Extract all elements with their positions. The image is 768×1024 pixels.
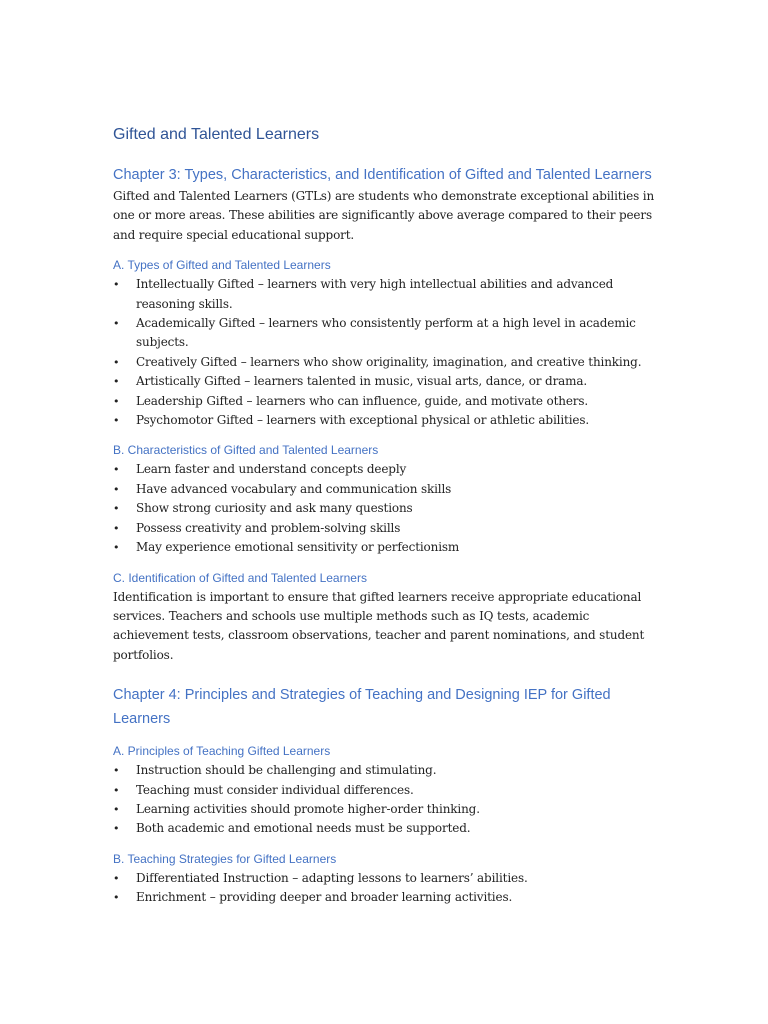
document-page bbox=[113, 124, 658, 908]
chapter-4-section-a-heading: A. Principles of Teaching Gifted Learners bbox=[113, 744, 331, 759]
characteristics-list bbox=[113, 460, 658, 557]
bullet-icon: • bbox=[113, 871, 120, 885]
bullet-icon: • bbox=[113, 822, 120, 836]
bullet-icon: • bbox=[113, 764, 120, 778]
list-item: • Enrichment – providing deeper and broader learning activities. bbox=[113, 888, 658, 907]
bullet-icon: • bbox=[113, 521, 120, 535]
bullet-icon: • bbox=[113, 802, 120, 816]
list-item: • Teaching must consider individual differences. bbox=[113, 781, 658, 800]
chapter-3-heading: Chapter 3: Types, Characteristics, and Identification of Gifted and Talented Learners bbox=[113, 167, 652, 183]
bullet-icon: • bbox=[113, 541, 120, 555]
types-list bbox=[113, 275, 658, 430]
list-item: • Academically Gifted – learners who consistently perform at a high level in academic subjects. bbox=[113, 316, 636, 350]
list-item: • Differentiated Instruction – adapting lessons to learners’ abilities. bbox=[113, 869, 658, 888]
list-item: • Instruction should be challenging and stimulating. bbox=[113, 761, 658, 780]
chapter-3-section-b-heading: B. Characteristics of Gifted and Talented Learners bbox=[113, 443, 379, 458]
document-title: Gifted and Talented Learners bbox=[113, 126, 320, 143]
list-item: • May experience emotional sensitivity or perfectionism bbox=[113, 538, 658, 557]
bullet-icon: • bbox=[113, 891, 120, 905]
list-item: • Creatively Gifted – learners who show originality, imagination, and creative thinking. bbox=[113, 353, 658, 372]
list-item: • Show strong curiosity and ask many questions bbox=[113, 499, 658, 518]
bullet-icon: • bbox=[113, 355, 120, 369]
list-item: • Artistically Gifted – learners talented in music, visual arts, dance, or drama. bbox=[113, 372, 658, 391]
list-item: • Have advanced vocabulary and communication skills bbox=[113, 480, 658, 499]
bullet-icon: • bbox=[113, 482, 120, 496]
bullet-icon: • bbox=[113, 375, 120, 389]
principles-list bbox=[113, 761, 658, 839]
list-item: • Learn faster and understand concepts deeply bbox=[113, 460, 658, 479]
list-item: • Learning activities should promote higher-order thinking. bbox=[113, 800, 658, 819]
list-item: • Psychomotor Gifted – learners with exceptional physical or athletic abilities. bbox=[113, 411, 658, 430]
bullet-icon: • bbox=[113, 502, 120, 516]
strategies-list bbox=[113, 869, 658, 908]
list-item: • Leadership Gifted – learners who can influence, guide, and motivate others. bbox=[113, 392, 658, 411]
chapter-3-section-c-heading: C. Identification of Gifted and Talented Learners bbox=[113, 570, 367, 585]
chapter-3-intro: Gifted and Talented Learners (GTLs) are students who demonstrate exceptional abilities in one or more areas. These abilities are significantly above average compared to their peers and require special educational support. bbox=[113, 189, 655, 242]
bullet-icon: • bbox=[113, 394, 120, 408]
bullet-icon: • bbox=[113, 317, 120, 331]
chapter-3-section-a-heading: A. Types of Gifted and Talented Learners bbox=[113, 258, 331, 273]
bullet-icon: • bbox=[113, 783, 120, 797]
list-item: • Possess creativity and problem-solving skills bbox=[113, 519, 658, 538]
chapter-4-heading: Chapter 4: Principles and Strategies of Teaching and Designing IEP for Gifted Learners bbox=[113, 687, 611, 728]
bullet-icon: • bbox=[113, 414, 120, 428]
list-item: • Intellectually Gifted – learners with very high intellectual abilities and advanced reasoning skills. bbox=[113, 277, 614, 311]
chapter-4-section-b-heading: B. Teaching Strategies for Gifted Learners bbox=[113, 851, 337, 866]
list-item: • Both academic and emotional needs must be supported. bbox=[113, 819, 658, 838]
identification-paragraph: Identification is important to ensure that gifted learners receive appropriate educational services. Teachers and schools use multiple methods such as IQ tests, academic achievement tests, classroom observations, teacher and parent nominations, and student portfolios. bbox=[113, 589, 645, 662]
bullet-icon: • bbox=[113, 278, 120, 292]
bullet-icon: • bbox=[113, 463, 120, 477]
